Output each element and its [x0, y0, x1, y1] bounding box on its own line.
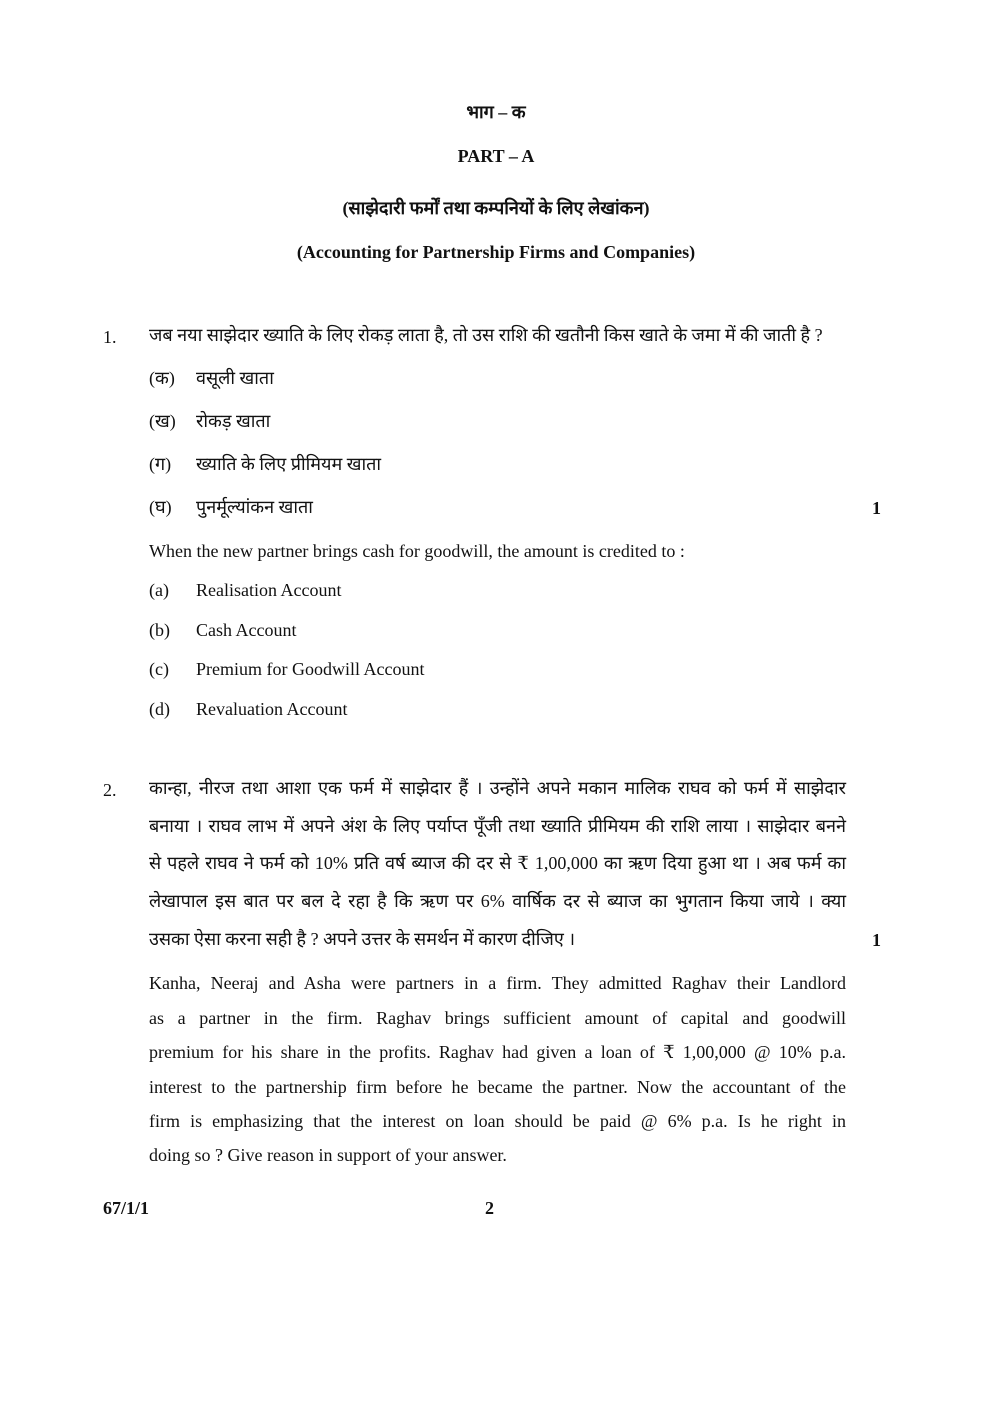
- part-heading: PART – A: [457, 146, 535, 166]
- question-number: 2.: [103, 780, 117, 800]
- hindi-subtitle: (साझेदारी फर्मों तथा कम्पनियों के लिए लेखांकन): [342, 198, 650, 218]
- english-line: premium for his share in the profits. Raghav had given a loan of ₹ 1,00,000 @ 10% p.a.: [149, 1042, 846, 1062]
- option-text: Revaluation Account: [196, 699, 348, 719]
- option-label: (b): [149, 620, 170, 640]
- option-text: Premium for Goodwill Account: [196, 659, 425, 679]
- hindi-line: उसका ऐसा करना सही है ? अपने उत्तर के समर्थन में कारण दीजिए ।: [149, 929, 576, 949]
- hindi-question: जब नया साझेदार ख्याति के लिए रोकड़ लाता है, तो उस राशि की खतौनी किस खाते के जमा में की जाती है ?: [149, 325, 823, 345]
- question-number: 1.: [103, 327, 117, 347]
- option-text: Realisation Account: [196, 580, 342, 600]
- option-text: वसूली खाता: [196, 368, 274, 388]
- marks: 1: [872, 498, 881, 518]
- option-label: (ग): [149, 454, 172, 474]
- paper-code: 67/1/1: [103, 1198, 150, 1218]
- english-line: firm is emphasizing that the interest on loan should be paid @ 6% p.a. Is he right in: [149, 1111, 846, 1131]
- option-text: Cash Account: [196, 620, 297, 640]
- english-line: Kanha, Neeraj and Asha were partners in a firm. They admitted Raghav their Landlord: [149, 973, 846, 993]
- english-question: When the new partner brings cash for goodwill, the amount is credited to :: [149, 541, 685, 561]
- option-label: (d): [149, 699, 170, 719]
- option-text: रोकड़ खाता: [196, 411, 271, 431]
- option-label: (घ): [149, 497, 172, 517]
- page-number: 2: [485, 1198, 494, 1218]
- hindi-part-heading: भाग – क: [466, 102, 526, 122]
- option-label: (c): [149, 659, 169, 679]
- subtitle: (Accounting for Partnership Firms and Companies): [296, 242, 696, 262]
- option-label: (ख): [149, 411, 176, 431]
- option-text: पुनर्मूल्यांकन खाता: [196, 497, 313, 517]
- hindi-line: से पहले राघव ने फर्म को 10% प्रति वर्ष ब्याज की दर से ₹ 1,00,000 का ऋण दिया हुआ था । अब फर्म का: [149, 853, 846, 873]
- option-text: ख्याति के लिए प्रीमियम खाता: [196, 454, 382, 474]
- english-line: as a partner in the firm. Raghav brings sufficient amount of capital and goodwill: [149, 1008, 846, 1028]
- english-line: doing so ? Give reason in support of your answer.: [149, 1145, 507, 1165]
- option-label: (a): [149, 580, 169, 600]
- hindi-line: कान्हा, नीरज तथा आशा एक फर्म में साझेदार हैं । उन्होंने अपने मकान मालिक राघव को फर्म में साझेदार: [149, 778, 846, 798]
- option-label: (क): [149, 368, 175, 388]
- hindi-line: लेखापाल इस बात पर बल दे रहा है कि ऋण पर 6% वार्षिक दर से ब्याज का भुगतान किया जाये । क्या: [149, 891, 846, 911]
- english-line: interest to the partnership firm before he became the partner. Now the accountant of the: [149, 1077, 846, 1097]
- marks: 1: [872, 930, 881, 950]
- hindi-line: बनाया । राघव लाभ में अपने अंश के लिए पर्याप्त पूँजी तथा ख्याति प्रीमियम की राशि लाया । साझेदार बनने: [149, 816, 846, 836]
